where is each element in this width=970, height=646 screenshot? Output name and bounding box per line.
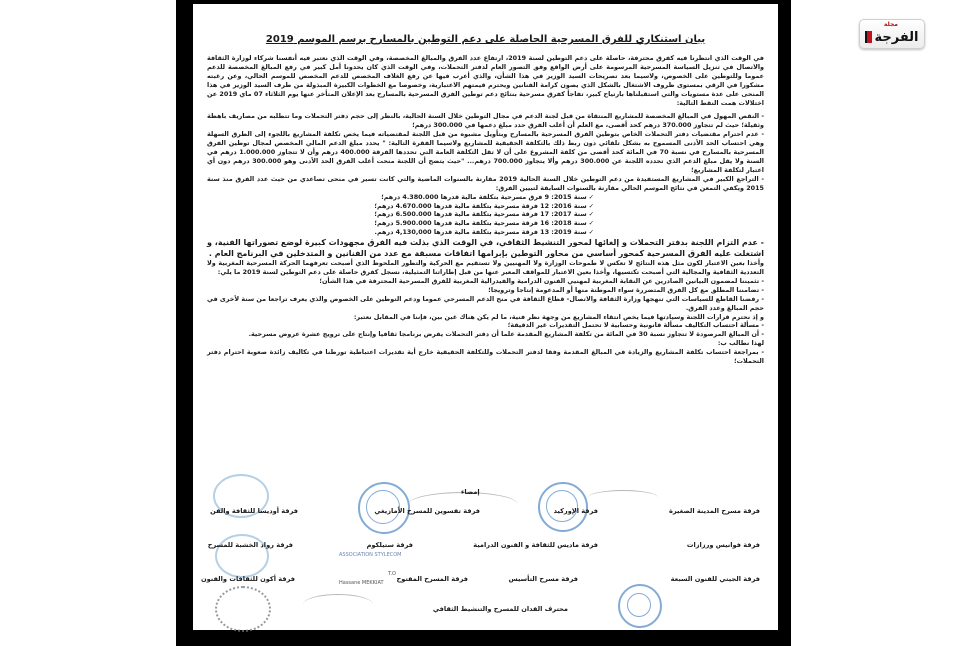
final-demand: - بمراجعة احتساب تكلفة المشاريع والزيادة في المبالغ المقدمة وفقا لدفتر التحملات وللتكلفة الحقيقية خارج أية تقديرات اعتباطية تورطنا في تكاليف زائدة صعوبة احترام دفتر التحملات؛ bbox=[207, 348, 764, 366]
demand-item: - رفضنا القاطع للسياسات التي تنهجها وزارة الثقافة والاتصال- قطاع الثقافة في منح الدعم المسرحي عموما ودعم التوطين على الخصوص والذي يعرف تراجعا من سنة لأخرى في حجم المبالغ وعدد الفرق. bbox=[207, 295, 764, 313]
signatory: فرقة فوانيس ورزازات bbox=[686, 541, 760, 549]
signatory: فرقة ماديس للثقافة و الفنون الدرامية bbox=[473, 541, 598, 549]
conclusion-paragraph: وأخذا بعين الاعتبار لكون مثل هذه النتائج لا تعكس لا طموحات الوزارة ولا المهنيين ولا تستقيم مع الحركية والتطور الملحوظ الذي أصبحت تعرفهما الحركة المسرحية المغربية ولا التعددية الثقافية والمجالية التي أصبحت تكتسيها، وأخذا بعين الاعتبار للمواقف المعبر عنها من قبل إطاراتنا التمثيلية، نسجل كفرق حاصلة على دعم التوطين لسنة 2019 ما يلي: bbox=[207, 259, 764, 277]
signatory: فرقة تفسوين للمسرح الأمازيغي bbox=[374, 507, 480, 515]
point-3: - التراجع الكبير في المشاريع المستفيدة من دعم التوطين خلال السنة الحالية 2019 مقارنة بالسنوات الماضية والتي كانت تسير في منحى تصاعدي من حيث عدد الفرق منذ سنة 2015 ويكفي التمعن في نتائج الموسم الحالي مقارنة بالسنوات السابقة لتبيين الفرق: bbox=[207, 175, 764, 193]
document-page bbox=[193, 4, 778, 630]
point-2: - عدم احترام مقتضيات دفتر التحملات الخاص بتوطين الفرق المسرحية بالمسارح وبتأويل مشبوه من قبل اللجنة لمقتضياته فيما يخص تكلفة المشاريع باللجوء إلى الطرق السهلة وهي احتساب الحد الأدنى المسموح به بشكل تلقائي دون ربط ذلك بالتكلفة الحقيقية للمشاريع ولاسيما الفقرة التالية: " يحدد مبلغ الدعم المالي المخصص لمجال توطين الفرق المسرحية بالمسارح في نسبة 70 في المائة كحد أقصى من كلفة المشروع على أن لا تقل التكلفة العامة التي تحددها الفرقة 400.000 درهم وأن لا تتجاوز 1.000.000 درهم في السنة ولا يقل مبلغ الدعم الذي تحدده اللجنة عن 300.000 درهم وألا يتجاوز 700.000 درهم... "حيث يتضح أن اللجنة منحت أغلب الفرق الحد الأدنى وهو 300.000 درهم دون أي اعتبار لتكلفة المشاريع؛ bbox=[207, 130, 764, 175]
signature-scribble bbox=[588, 490, 658, 505]
intro-paragraph: في الوقت الذي انتظرنا فيه كفرق محترفة، حاصلة على دعم التوطين لسنة 2019، ارتفاع عدد الفرق والمبالغ المخصصة، وفي الوقت الذي نعتبر فيه أنفسنا شركاء لوزارة الثقافة والاتصال في تنزيل السياسة المسرحية المرسومة على أرض الواقع وفق التصور العام لدفتر التحملات، وفي الوقت الذي كان يحدونا أمل كبير في رفع المبالغ المخصصة للدعم عموما وللتوطين على الخصوص، ولاسيما بعد تصريحات السيد الوزير في هذا الشأن، والذي أعرب فيها عن رفع الغلاف المخصص للدعم المخصص للموسم الحالي، وعن رغبته مشكورا في الرقي بمستوى ظروف الاشتغال بالشكل الذي يصون كرامة الفنانين ويحترم قيمتهم الاعتبارية، وخصوصا مع الخطوات الكبيرة المبذولة من طرف السيد الوزير في هذا المنحى على عدة مستويات والتي استقبلناها بارتياح كبير، تفاجأ كفرق مسرحية بنتائج دعم توطين الفرق المسرحية بالمسارح بعد الإعلان المتأخر عنها يوم الثلاثاء 07 ماي 2019 عن اختلالات همت النقط التالية: bbox=[207, 54, 764, 107]
point-1: - النقص المهول في المبالغ المخصصة للمشاريع المنتقاة من قبل لجنة الدعم في مجال التوطين خلال السنة الحالية، بالنظر إلى حجم دفتر التحملات وما تتطلبه من مصاريف باهظة وثقيلة؛ حيث لم تتجاوز 370.000 درهم كحد أقصى، مع العلم أن أغلب الفرق حدد مبلغ دعمها في 300.000 درهم؛ bbox=[207, 112, 764, 130]
demand-item: - تثميننا لمضمون البيانين الصادرين عن النقابة المغربية لمهنيي الفنون الدرامية والفيدرالية المغربية للفرق المسرحية المحترفة في هذا الشأن؛ bbox=[207, 277, 764, 286]
signatory: فرقة مسرح المدينة الصغيرة bbox=[668, 507, 760, 515]
consideration-item: - أن المبالغ المرصودة لا تتجاوز نسبة 30 في المائة من تكلفة المشاريع المقدمة علما أن دفتر التحملات يفرض برنامجا ثقافيا وإنتاج على ترويج عشرة عروض مسرحية. bbox=[207, 330, 764, 339]
respect-line: و إذ نحترم قرارات اللجنة وسيادتها فيما يخص انتقاء المشاريع من وجهة نظر فنية، ما لم يكن هناك غبن بين، فإننا في المقابل نعتبر: bbox=[353, 312, 764, 321]
logo-small-text: مجلة bbox=[883, 21, 898, 28]
signatory: فرقة ستيلكوم bbox=[366, 541, 413, 549]
consideration-item: - مسألة احتساب التكاليف مسألة قانونية وحسابية لا تحتمل التقديرات غير الدقيقة؛ bbox=[207, 321, 764, 330]
year-item: ✓ سنة 2015: 9 فرق مسرحية بتكلفة مالية قدرها 4.380.000 درهم؛ bbox=[207, 193, 594, 202]
demand-item: - تضامننا المطلق مع كل الفرق المتضررة سواء الموطنة منها أو المدعومة إنتاجا وترويجا؛ bbox=[207, 286, 764, 295]
stamp-text-open-theatre: T.O bbox=[388, 571, 396, 577]
signatory: فرقة رواد الخشبة للمسرح bbox=[207, 541, 293, 549]
year-item: ✓ سنة 2019: 13 فرقة مسرحية بتكلفة مالية قدرها 4,130,000 درهم. bbox=[207, 228, 594, 237]
site-logo[interactable] bbox=[859, 19, 925, 49]
stamp-text-stelcom: ASSOCIATION STYLECOM bbox=[339, 552, 402, 558]
signatory: فرقة مسرح التأسيس bbox=[508, 575, 578, 583]
years-list bbox=[207, 193, 764, 238]
year-item: ✓ سنة 2018: 16 فرقة مسرحية بتكلفة مالية قدرها 5.900.000 درهم؛ bbox=[207, 219, 594, 228]
logo-big-text: الفرجة bbox=[874, 29, 919, 45]
document-body bbox=[207, 54, 764, 366]
signatory: فرقة المسرح المفتوح bbox=[396, 575, 468, 583]
stamp-jeti bbox=[618, 584, 662, 628]
signatory: فرقة الإوركيد bbox=[553, 507, 598, 515]
stamp-text-open-theatre-person: Hassane MEKKIAT bbox=[339, 580, 384, 586]
signature-scribble bbox=[303, 594, 373, 615]
logo-book-icon bbox=[865, 31, 872, 43]
signatory: محترف الفدان للمسرح والتنشيط الثقافي bbox=[432, 605, 568, 613]
signatory: فرقة أوديسا للثقافة والفن bbox=[210, 507, 298, 515]
demand-intro: لهذا نطالب ب: bbox=[717, 339, 764, 348]
stamp-akoun bbox=[215, 586, 271, 632]
year-item: ✓ سنة 2017: 17 فرقة مسرحية بتكلفة مالية قدرها 6.500.000 درهم؛ bbox=[207, 210, 594, 219]
document-frame bbox=[176, 0, 791, 646]
point-4: - عدم التزام اللجنة بدفتر التحملات و إلغائها لمحور التنشيط الثقافي، في الوقت الذي بذلت فيه الفرق مجهودات كبيرة لوضع تصوراتها الفنية، و اشتغلت عليه الفرق المسرحية كمحور أساسي من محاور التوطين بإبرامها اتفاقات مسبقة مع عدد من الفنانين و المتدخلين في البرنامج العام . bbox=[207, 237, 764, 259]
year-item: ✓ سنة 2016: 12 فرقة مسرحية بتكلفة مالية قدرها 4.670.000 درهم؛ bbox=[207, 202, 594, 211]
signatory: فرقة أكون للثقافات والفنون bbox=[200, 575, 295, 583]
signatory: فرقة الجيتي للفنون السبعة bbox=[670, 575, 760, 583]
document-title: بيان استنكاري للفرق المسرحية الحاصلة على دعم التوطين بالمسارح برسم الموسم 2019 bbox=[265, 34, 706, 45]
signatures-label: إمضاء bbox=[461, 488, 480, 496]
